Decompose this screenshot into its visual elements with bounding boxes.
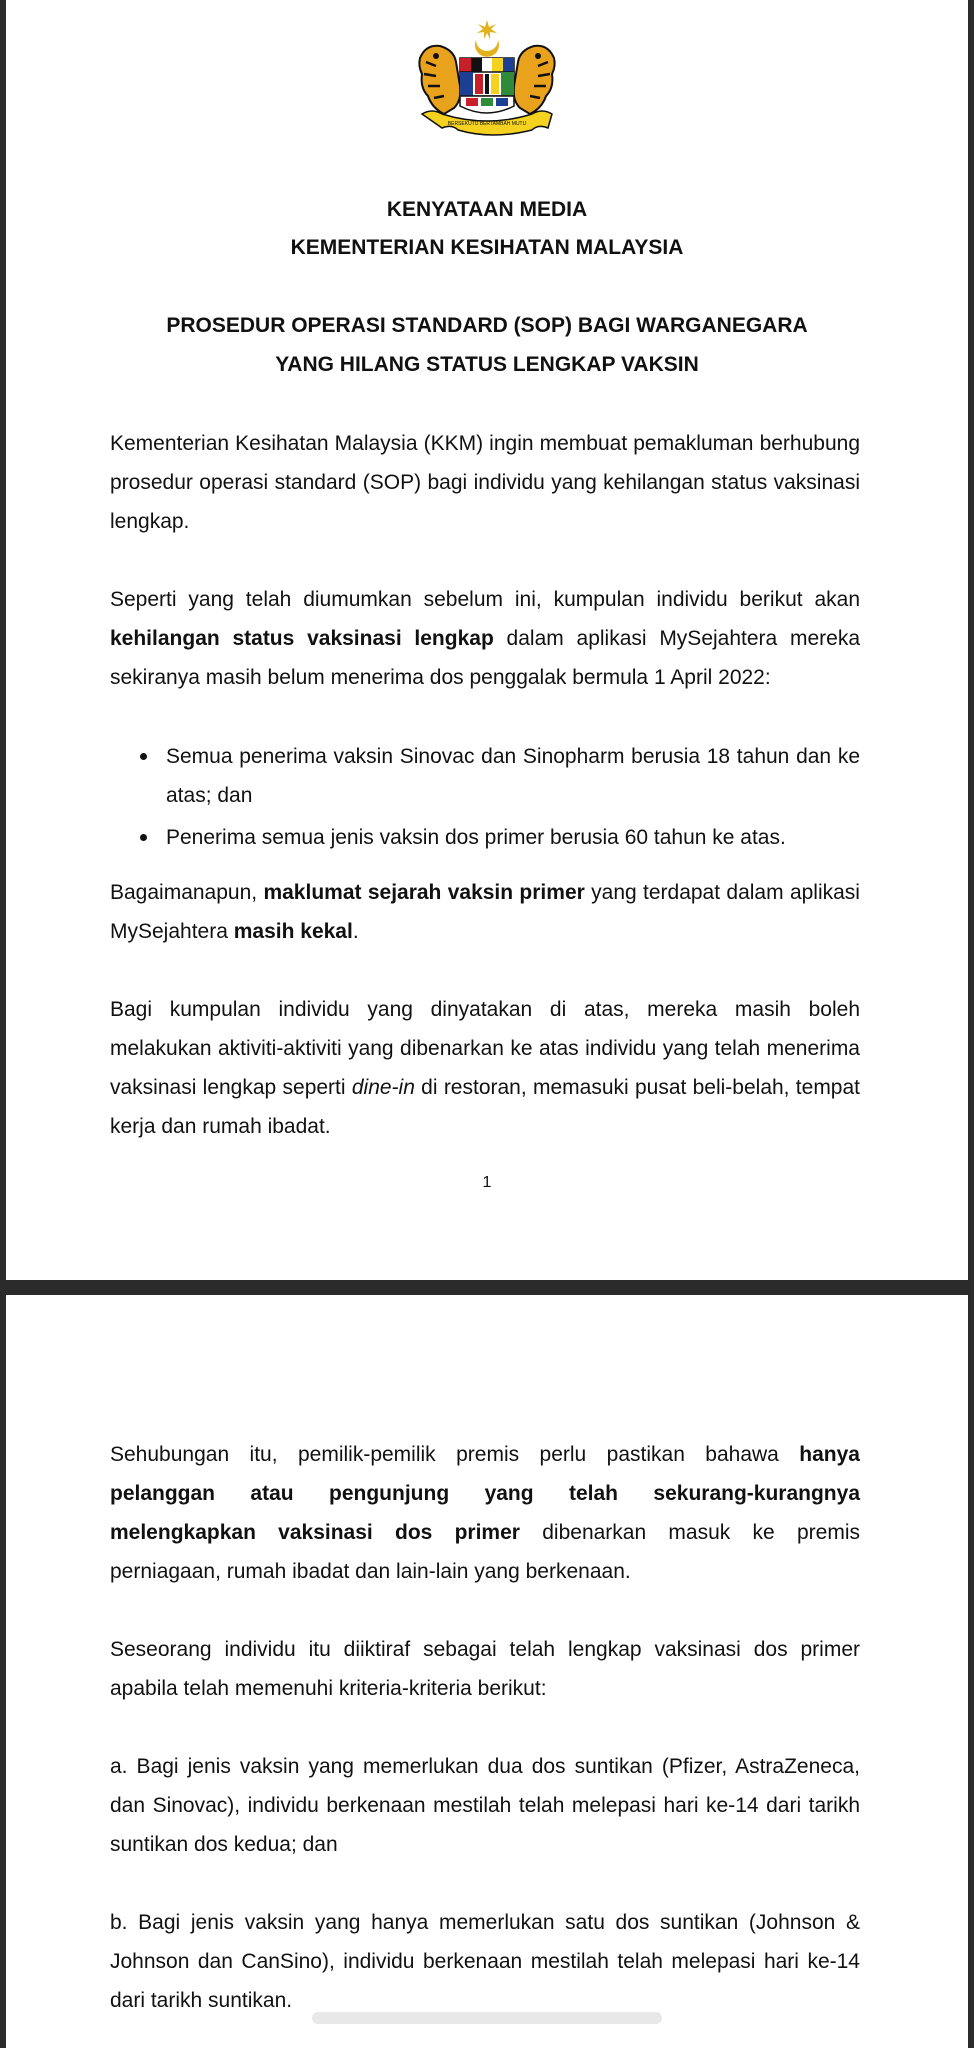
- bold-phrase: hanya pelanggan atau pengunjung yang telah sekurang-kurangnya melengkapkan vaksinasi dos primer: [110, 1443, 860, 1544]
- title-line-2: YANG HILANG STATUS LENGKAP VAKSIN: [275, 353, 699, 376]
- title-line-1: PROSEDUR OPERASI STANDARD (SOP) BAGI WARGANEGARA: [166, 314, 808, 337]
- paragraph-history: [110, 873, 860, 951]
- criteria-item-b: b. Bagi jenis vaksin yang hanya memerlukan satu dos suntikan (Johnson & Johnson dan CanSino), individu berkenaan mestilah telah melepasi hari ke-14 dari tarikh suntikan.: [110, 1911, 860, 2012]
- malaysia-coat-of-arms-icon: [408, 18, 566, 150]
- text-span: yang terdapat dalam aplikasi MySejahtera: [110, 881, 860, 943]
- criteria-item-a: a. Bagi jenis vaksin yang memerlukan dua dos suntikan (Pfizer, AstraZeneca, dan Sinovac), individu berkenaan mestilah telah melepasi hari ke-14 dari tarikh suntikan dos kedua; dan: [110, 1755, 860, 1856]
- bold-phrase: kehilangan status vaksinasi lengkap: [110, 627, 494, 650]
- text-span: Sehubungan itu, pemilik-pemilik premis perlu pastikan bahawa: [110, 1443, 800, 1466]
- bullet-list: [110, 737, 860, 860]
- list-item: [110, 818, 860, 857]
- media-statement-heading: KENYATAAN MEDIA: [386, 198, 588, 221]
- text-span: .: [352, 920, 359, 943]
- page-number: 1: [482, 1174, 492, 1191]
- paragraph-premises: [110, 1435, 860, 1591]
- text-span: Bagi kumpulan individu yang dinyatakan di atas, mereka masih boleh melakukan aktiviti-aktiviti yang dibenarkan ke atas individu yang telah menerima vaksinasi lengkap seperti: [110, 998, 860, 1099]
- home-indicator[interactable]: [312, 2012, 662, 2024]
- bullet-text: Penerima semua jenis vaksin dos primer berusia 60 tahun ke atas.: [166, 826, 786, 849]
- bullet-icon: [140, 834, 147, 841]
- motto-text: BERSEKUTU BERTAMBAH MUTU: [447, 121, 527, 127]
- text-span: dibenarkan masuk ke premis perniagaan, rumah ibadat dan lain-lain yang berkenaan.: [110, 1521, 860, 1583]
- paragraph-intro: Kementerian Kesihatan Malaysia (KKM) ingin membuat pemakluman berhubung prosedur operasi standard (SOP) bagi individu yang kehilangan status vaksinasi lengkap.: [110, 432, 860, 533]
- document-page-1: [6, 0, 968, 1280]
- text-span: dalam aplikasi MySejahtera mereka sekiranya masih belum menerima dos penggalak bermula 1 April 2022:: [110, 627, 860, 689]
- paragraph-criteria: Seseorang individu itu diiktiraf sebagai telah lengkap vaksinasi dos primer apabila telah memenuhi kriteria-kriteria berikut:: [110, 1638, 860, 1700]
- list-item: [110, 737, 860, 815]
- paragraph-activities: [110, 990, 860, 1146]
- bold-phrase: maklumat sejarah vaksin primer: [263, 881, 585, 904]
- text-span: di restoran, memasuki pusat beli-belah, tempat kerja dan rumah ibadat.: [110, 1076, 861, 1138]
- text-span: Bagaimanapun,: [110, 881, 264, 904]
- bullet-icon: [140, 753, 147, 760]
- paragraph-groups: [110, 580, 860, 697]
- ministry-name: KEMENTERIAN KESIHATAN MALAYSIA: [290, 236, 684, 259]
- italic-phrase: dine-in: [351, 1076, 415, 1099]
- document-page-2: [6, 1295, 968, 2048]
- bullet-text: Semua penerima vaksin Sinovac dan Sinopharm berusia 18 tahun dan ke atas; dan: [166, 745, 860, 807]
- bold-phrase: masih kekal: [233, 920, 353, 943]
- text-span: Seperti yang telah diumumkan sebelum ini, kumpulan individu berikut akan: [110, 588, 860, 611]
